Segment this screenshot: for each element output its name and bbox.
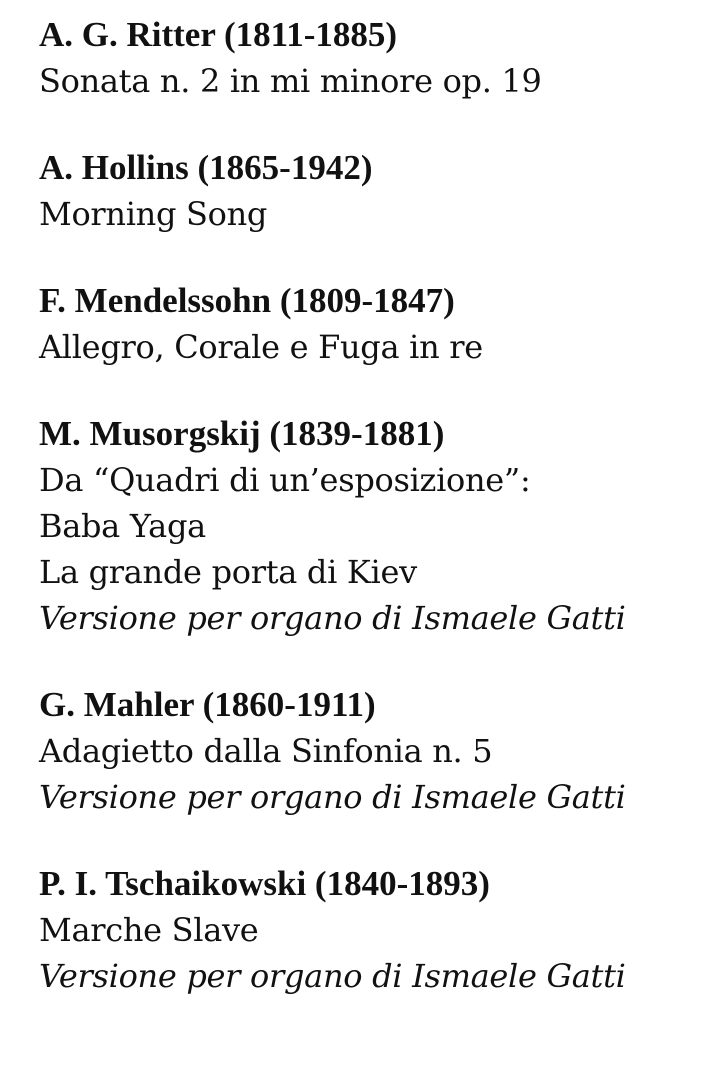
program-entry-mahler	[39, 682, 709, 820]
work-title: Morning Song	[39, 195, 268, 233]
work-title: Allegro, Corale e Fuga in re	[39, 328, 483, 366]
arrangement-note: Versione per organo di Ismaele Gatti	[39, 957, 626, 995]
composer-name: M. Musorgskij (1839-1881)	[39, 414, 445, 453]
work-title: La grande porta di Kiev	[39, 553, 417, 591]
work-title: Sonata n. 2 in mi minore op. 19	[39, 62, 542, 100]
program-entry-mendelssohn	[39, 278, 709, 370]
work-title: Baba Yaga	[39, 507, 206, 545]
program-entry-ritter	[39, 12, 709, 104]
arrangement-note: Versione per organo di Ismaele Gatti	[39, 778, 626, 816]
work-title: Adagietto dalla Sinfonia n. 5	[39, 732, 493, 770]
arrangement-note: Versione per organo di Ismaele Gatti	[39, 599, 626, 637]
program-entry-hollins	[39, 145, 709, 237]
composer-name: F. Mendelssohn (1809-1847)	[39, 281, 455, 320]
concert-program	[39, 12, 709, 1040]
program-entry-musorgskij	[39, 411, 709, 641]
work-title: Marche Slave	[39, 911, 259, 949]
program-entry-tschaikowski	[39, 861, 709, 999]
composer-name: A. G. Ritter (1811-1885)	[39, 15, 398, 54]
composer-name: A. Hollins (1865-1942)	[39, 148, 373, 187]
composer-name: P. I. Tschaikowski (1840-1893)	[39, 864, 490, 903]
work-source: Da “Quadri di un’esposizione”:	[39, 461, 531, 499]
composer-name: G. Mahler (1860-1911)	[39, 685, 376, 724]
